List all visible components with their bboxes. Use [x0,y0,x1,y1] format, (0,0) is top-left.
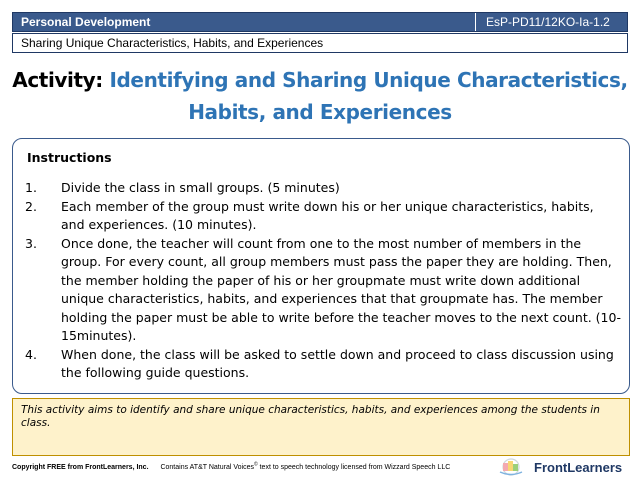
step-text: When done, the class will be asked to settle down and proceed to class discussion using the following guide questions. [61,346,614,380]
instructions-box [12,138,630,394]
instructions-heading: Instructions [27,150,112,165]
title-main: Identifying and Sharing Unique Characteristics, Habits, and Experiences [109,68,628,124]
lesson-code: EsP-PD11/12KO-Ia-1.2 [475,13,627,31]
license-notice [160,464,450,471]
instructions-list [25,179,621,383]
step-text: Once done, the teacher will count from one to the most number of members in the group. For every count, all group members must pass the paper they are holding. Then, the member holding the paper of his or her groupmate must write down additional unique characteristics, habits, and experiences that that groupmate has. The member holding the paper must be able to write before the teacher moves to the next count. (10-15minutes). [61,235,621,343]
subject-label: Personal Development [13,13,475,31]
step-text: Each member of the group must write down his or her unique characteristics, habits, and experiences. (10 minutes). [61,198,594,232]
header-bar [12,12,628,32]
frontlearners-logo-icon [494,457,528,477]
license-notice-start: Contains AT&T Natural Voices [160,464,254,472]
instruction-step [25,235,621,346]
step-text: Divide the class in small groups. (5 minutes) [61,180,340,195]
step-number: 1. [25,180,37,195]
license-notice-end: text to speech technology licensed from Wizzard Speech LLC [257,464,451,472]
instruction-step [25,179,621,198]
logo-text: FrontLearners [534,459,623,475]
frontlearners-logo [494,456,634,478]
topic-label: Sharing Unique Characteristics, Habits, and Experiences [12,33,628,53]
step-number: 3. [25,235,37,251]
instruction-step [25,198,621,235]
copyright-text: Copyright FREE from FrontLearners, Inc. [12,464,149,472]
step-number: 2. [25,198,37,214]
footer [12,462,450,471]
instruction-step [25,346,621,383]
copyright-mark: © [253,462,258,468]
page-title [0,64,640,128]
step-number: 4. [25,346,37,362]
activity-note: This activity aims to identify and share unique characteristics, habits, and experiences among the students in class. [12,398,630,456]
title-prefix: Activity: [12,68,110,92]
